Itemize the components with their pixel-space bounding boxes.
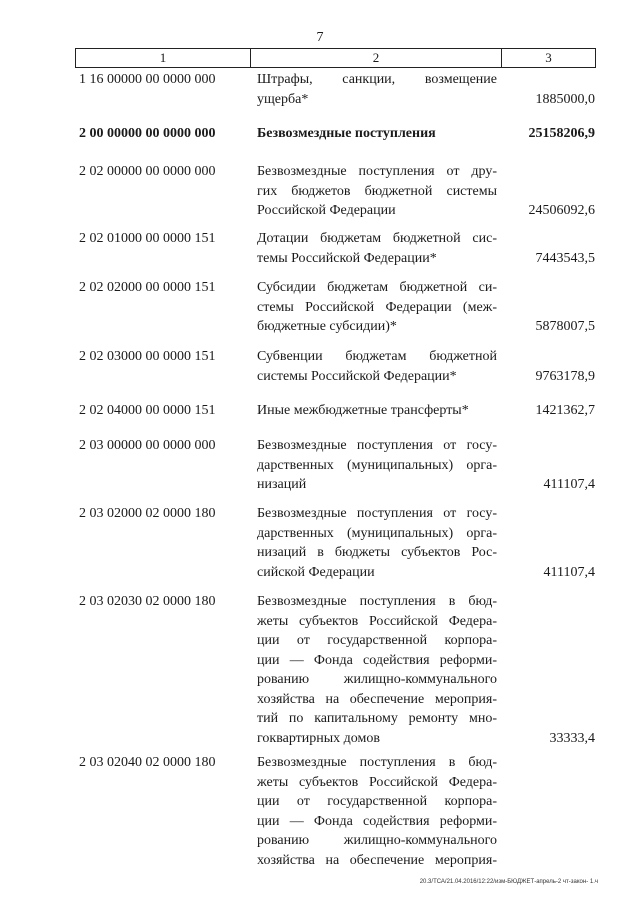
description-line: ции от государственной корпора- — [257, 633, 497, 648]
description-line: жеты субъектов Российской Федера- — [257, 774, 497, 790]
row-value: 411107,4 — [543, 477, 595, 492]
description-line: Безвозмездные поступления от госу- — [257, 506, 497, 521]
description-line: Безвозмездные поступления — [257, 126, 436, 141]
row-description — [257, 436, 497, 495]
description-line: бюджетные субсидии)* — [257, 319, 397, 334]
row-value: 24506092,6 — [528, 203, 595, 218]
row-description — [257, 124, 497, 144]
description-line: Безвозмездные поступления в бюд- — [257, 594, 497, 609]
description-line: Безвозмездные поступления в бюд- — [257, 755, 497, 770]
page-number: 7 — [316, 30, 324, 45]
description-line: хозяйства на обеспечение мероприя- — [257, 691, 497, 707]
description-line: сийской Федерации — [257, 564, 375, 580]
row-description — [257, 347, 497, 386]
row-value: 1885000,0 — [535, 91, 595, 107]
description-line: жеты субъектов Российской Федера- — [257, 613, 497, 629]
row-value: 33333,4 — [549, 730, 595, 746]
row-description — [257, 504, 497, 582]
row-description — [257, 401, 497, 421]
row-code: 2 02 02000 00 0000 151 — [79, 280, 216, 295]
header-col-2: 2 — [251, 49, 502, 67]
description-line: Иные межбюджетные трансферты* — [257, 403, 469, 418]
description-line: дарственных (муниципальных) орга- — [257, 525, 497, 541]
row-description — [257, 162, 497, 221]
description-line: системы Российской Федерации* — [257, 368, 457, 384]
description-line: Безвозмездные поступления от госу- — [257, 438, 497, 453]
row-code: 2 02 04000 00 0000 151 — [79, 403, 216, 418]
row-code: 2 02 03000 00 0000 151 — [79, 349, 216, 364]
row-description — [257, 229, 497, 268]
description-line: ции от государственной корпора- — [257, 794, 497, 809]
row-value: 5878007,5 — [535, 319, 595, 334]
row-value: 411107,4 — [543, 564, 595, 580]
description-line: ции — Фонда содействия реформи- — [257, 652, 497, 668]
row-value: 7443543,5 — [535, 250, 595, 266]
row-value: 1421362,7 — [535, 403, 595, 418]
description-line: низаций в бюджеты субъектов Рос- — [257, 545, 497, 560]
row-code: 2 03 02000 02 0000 180 — [79, 506, 216, 521]
description-line: ущерба* — [257, 91, 309, 107]
description-line: низаций — [257, 477, 307, 492]
description-line: стемы Российской Федерации (меж- — [257, 299, 497, 315]
row-value: 25158206,9 — [528, 126, 595, 141]
description-line: хозяйства на обеспечение мероприя- — [257, 852, 497, 868]
row-code: 2 03 00000 00 0000 000 — [79, 438, 216, 453]
description-line: гоквартирных домов — [257, 730, 380, 746]
row-description — [257, 70, 497, 109]
description-line: Субвенции бюджетам бюджетной — [257, 349, 497, 364]
description-line: гих бюджетов бюджетной системы — [257, 183, 497, 199]
row-description — [257, 753, 497, 870]
description-line: дарственных (муниципальных) орга- — [257, 457, 497, 473]
description-line: рованию жилищно-коммунального — [257, 672, 497, 687]
row-description — [257, 278, 497, 337]
row-code: 2 03 02030 02 0000 180 — [79, 594, 216, 609]
row-code: 2 02 01000 00 0000 151 — [79, 231, 216, 246]
description-line: рованию жилищно-коммунального — [257, 833, 497, 848]
description-line: тий по капитальному ремонту мно- — [257, 711, 497, 726]
row-description — [257, 592, 497, 748]
description-line: темы Российской Федерации* — [257, 250, 437, 266]
description-line: ции — Фонда содействия реформи- — [257, 813, 497, 829]
description-line: Российской Федерации — [257, 203, 396, 218]
description-line: Дотации бюджетам бюджетной сис- — [257, 231, 497, 246]
row-code: 1 16 00000 00 0000 000 — [79, 72, 216, 87]
row-code: 2 03 02040 02 0000 180 — [79, 755, 216, 770]
footer-stamp: 20.3/ТСА/21.04.2016/12:22/изм-БЮДЖЕТ-апрель-2 чт-закон- 1.ч — [419, 879, 598, 885]
description-line: Штрафы, санкции, возмещение — [257, 72, 497, 87]
row-value: 9763178,9 — [535, 368, 595, 384]
row-code: 2 00 00000 00 0000 000 — [79, 126, 216, 141]
description-line: Безвозмездные поступления от дру- — [257, 164, 497, 179]
table-header — [75, 48, 596, 68]
description-line: Субсидии бюджетам бюджетной си- — [257, 280, 497, 295]
row-code: 2 02 00000 00 0000 000 — [79, 164, 216, 179]
header-col-1: 1 — [76, 49, 251, 67]
header-col-3: 3 — [545, 50, 552, 65]
